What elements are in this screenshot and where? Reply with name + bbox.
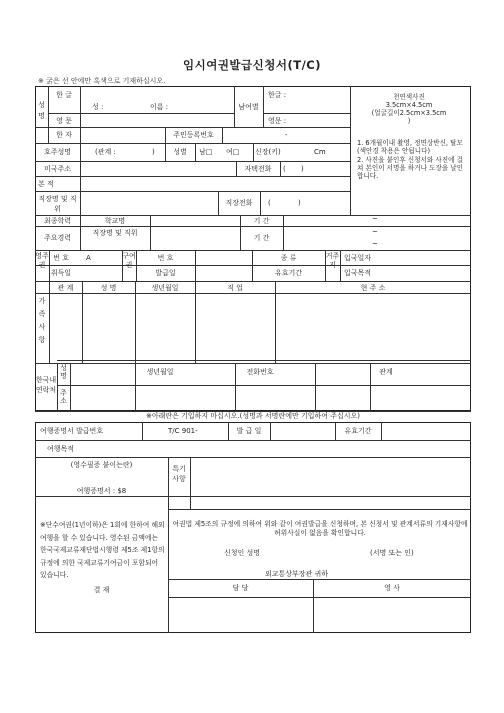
entry-date-label: 입국일자 bbox=[344, 254, 372, 262]
domicile-label: 본 적 bbox=[38, 180, 54, 188]
name-group-label: 성명 bbox=[38, 101, 45, 120]
photo-note-2: 2. 사진을 붙인후 신청서와 사진에 걸쳐 본인이 서명을 하거나 도장을 날인합니다. bbox=[357, 156, 464, 180]
photo-size-1: 3.5cm×4.5cm bbox=[385, 101, 433, 109]
career-period-dash-2: ~ bbox=[372, 240, 378, 248]
home-phone-paren-close: ) bbox=[301, 165, 304, 173]
photo-title: 천연색사진 bbox=[393, 93, 425, 101]
travel-cert-number-label: 여행증명서 발급번호 bbox=[40, 427, 104, 435]
entry-purpose-label: 입국목적 bbox=[344, 269, 372, 277]
consul-label: 영 사 bbox=[384, 584, 400, 592]
school-name-label: 학교명 bbox=[104, 217, 126, 225]
applicant-name-label: 신청인 성명 bbox=[224, 549, 261, 557]
resident-number-dash: - bbox=[285, 131, 288, 139]
female-checkbox[interactable]: 여□ bbox=[226, 148, 240, 156]
family-birth-label: 생년월일 bbox=[151, 284, 179, 292]
old-passport-label: 구여권 bbox=[122, 252, 136, 269]
career-period-dash-1: ~ bbox=[372, 228, 378, 236]
work-phone-paren-open: ( bbox=[268, 199, 271, 207]
resident-number-label: 주민등록번호 bbox=[173, 131, 214, 139]
approval-label: 결 재 bbox=[93, 586, 110, 594]
declaration-text: 여권법 제5조의 규정에 의하여 위와 같이 여권발급을 신청하며, 본 신청서 및 관계서류의 기재사항에 허위사실이 없음을 확인합니다. bbox=[172, 520, 468, 537]
contact-address-label: 주소 bbox=[60, 389, 67, 405]
travel-purpose-label: 여행목적 bbox=[47, 445, 75, 453]
work-phone-paren-close: ) bbox=[298, 199, 301, 207]
education-label: 최종학력 bbox=[43, 217, 72, 225]
education-period-dash: ~ bbox=[372, 215, 378, 223]
special-notes-label: 특기사항 bbox=[172, 465, 186, 483]
fee-amount: 여행증명서 : $8 bbox=[76, 487, 127, 495]
old-passport-number-label: 번 호 bbox=[157, 254, 174, 262]
career-work-label: 직장명 및 직위 bbox=[92, 229, 138, 237]
contact-phone-label: 전화번호 bbox=[246, 368, 274, 376]
family-relation-label: 관 계 bbox=[57, 284, 74, 292]
fee-stamp-label: (영수필증 붙이는란) bbox=[70, 461, 133, 469]
height-unit: Cm bbox=[314, 148, 326, 156]
form-title: 임시여권발급신청서(T/C) bbox=[183, 58, 321, 72]
contact-name-label: 성명 bbox=[60, 364, 67, 380]
permanent-residence-label: 영주권 bbox=[35, 252, 49, 269]
contact-birth-label: 생년월일 bbox=[146, 368, 174, 376]
old-passport-issue-label: 발급일 bbox=[155, 269, 176, 277]
sign-or-seal-label: (서명 또는 인) bbox=[370, 549, 414, 557]
office-use-note: ※아래란은 기입하지 마십시오.(성명과 서명란에만 기입하여 주십시오) bbox=[145, 412, 360, 420]
family-name-label: 성 명 bbox=[100, 284, 117, 292]
photo-size-2: (얼굴길이2.5cm×3.5cm bbox=[371, 109, 447, 117]
home-phone-label: 자택전화 bbox=[244, 165, 272, 173]
given-name-label: 이름 : bbox=[150, 103, 169, 111]
tc-number-prefix: T/C 901- bbox=[168, 427, 198, 435]
minister-addressee: 외교통상부장관 귀하 bbox=[265, 570, 329, 578]
right-english-label: 영문 : bbox=[268, 117, 287, 125]
height-label: 신장(키) bbox=[255, 148, 281, 156]
office-validity-label: 유효기간 bbox=[344, 427, 372, 435]
family-group-label: 가족사항 bbox=[38, 297, 46, 344]
family-address-label: 현 주 소 bbox=[360, 284, 386, 292]
residence-label: 거주지 bbox=[325, 252, 340, 269]
career-period-label: 기 간 bbox=[253, 234, 270, 242]
fee-notice: ※단수여권(1년이하)은 1회에 한하여 해외여행을 할 수 있습니다. 영수된 금액에는 한국국제교류재단법시행령 제5조 제1항의 규정에 의한 국제교류기여금이 포함되어 있습니다. bbox=[40, 521, 165, 579]
korea-contact-label: 한국내 연락처 bbox=[35, 376, 57, 394]
home-phone-paren-open: ( bbox=[283, 165, 286, 173]
pr-number-label: 번 호 bbox=[53, 254, 69, 262]
right-hangul-label: 한글 : bbox=[268, 91, 287, 99]
sex-label: 성별 bbox=[173, 148, 187, 156]
old-passport-validity-label: 유효기간 bbox=[274, 269, 303, 277]
workplace-label: 직장명 및 직위 bbox=[38, 195, 77, 213]
photo-size-3: ) bbox=[407, 117, 411, 125]
surname-label: 성 : bbox=[92, 103, 104, 111]
english-label: 영 문 bbox=[56, 117, 72, 125]
householder-relation-close: ) bbox=[152, 148, 155, 156]
photo-note-1: 1. 6개월이내 촬영, 정면상반신, 탈모(색안경 착용은 안됩니다) bbox=[357, 139, 463, 155]
pr-number-value: A bbox=[86, 254, 91, 262]
hangul-label: 한 글 bbox=[56, 91, 72, 99]
instruction-note: ※ 굵은 선 안에만 흑색으로 기재하십시오. bbox=[38, 77, 166, 85]
contact-relation-label: 관계 bbox=[379, 368, 393, 376]
householder-relation: (관계 : bbox=[95, 148, 116, 156]
gender-field-label: 남여별 bbox=[238, 103, 259, 111]
officer-label: 담 당 bbox=[232, 584, 249, 592]
work-phone-label: 직장전화 bbox=[225, 199, 253, 207]
office-issue-date-label: 발 급 일 bbox=[236, 427, 262, 435]
hanja-label: 한 자 bbox=[56, 131, 72, 139]
old-passport-type-label: 종 류 bbox=[280, 254, 297, 262]
householder-label: 호주성명 bbox=[43, 148, 72, 156]
family-job-label: 직 업 bbox=[227, 284, 243, 292]
male-checkbox[interactable]: 남□ bbox=[199, 148, 213, 156]
us-address-label: 미국주소 bbox=[43, 165, 72, 173]
career-label: 주요경력 bbox=[43, 234, 72, 242]
pr-acquire-date-label: 취득일 bbox=[50, 269, 72, 277]
education-period-label: 기 간 bbox=[253, 217, 270, 225]
